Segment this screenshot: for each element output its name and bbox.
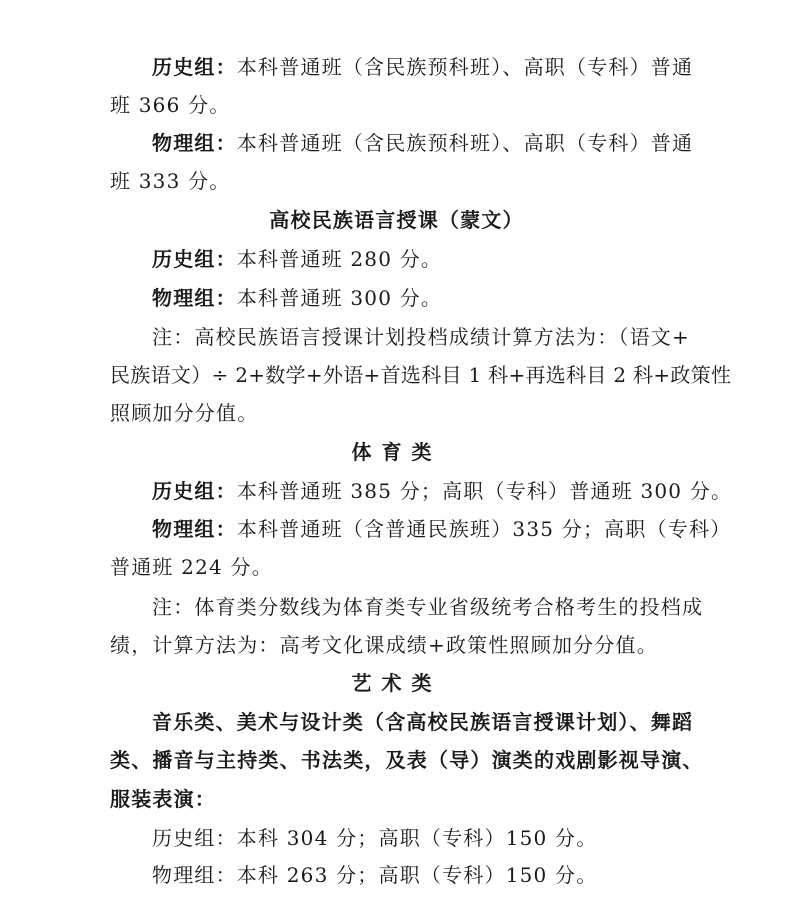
arts-categories-line-2: 类、播音与主持类、书法类，及表（导）演类的戏剧影视导演、 [110,748,704,772]
physics-group-label: 物理组： [152,131,237,155]
sports-history-line [152,478,733,504]
minority-physics-text: 本科普通班 300 分。 [236,286,443,310]
sports-history-text: 本科普通班 385 分；高职（专科）普通班 300 分。 [236,479,733,503]
sports-physics-text: 本科普通班（含普通民族班）335 分；高职（专科） [236,517,732,541]
sports-history-label: 历史组： [152,479,237,503]
minority-history-text: 本科普通班 280 分。 [236,247,443,271]
minority-history-line [152,246,712,272]
minority-note-line-3: 照顾加分分值。 [110,401,259,425]
sports-physics-label: 物理组： [152,517,237,541]
arts-categories-line-1: 音乐类、美术与设计类（含高校民族语言授课计划）、舞蹈 [152,710,694,734]
arts-history-line: 历史组：本科 304 分；高职（专科）150 分。 [152,826,598,850]
section-heading-arts: 艺术类 [351,671,442,695]
minority-physics-label: 物理组： [152,286,237,310]
physics-group-line [152,130,712,156]
history-group-label: 历史组： [152,55,237,79]
arts-physics-line: 物理组：本科 263 分；高职（专科）150 分。 [152,863,598,887]
minority-physics-line [152,285,712,311]
minority-note-line-1: 注：高校民族语言授课计划投档成绩计算方法为：（语文+ [152,325,690,349]
physics-group-line-cont: 班 333 分。 [110,169,231,193]
arts-categories-line-3: 服装表演： [110,787,216,811]
history-group-line [152,54,712,80]
physics-group-text: 本科普通班（含民族预科班）、高职（专科）普通 [236,131,694,155]
history-group-line-cont: 班 366 分。 [110,93,231,117]
section-heading-minority-language: 高校民族语言授课（蒙文） [269,208,524,232]
sports-physics-line-cont: 普通班 224 分。 [110,555,273,579]
minority-note-line-2: 民族语文）÷ 2+数学+外语+首选科目 1 科+再选科目 2 科+政策性 [110,363,732,387]
section-heading-sports: 体育类 [351,440,442,464]
sports-note-line-1: 注：体育类分数线为体育类专业省级统考合格考生的投档成 [152,595,704,619]
history-group-text: 本科普通班（含民族预科班）、高职（专科）普通 [236,55,694,79]
minority-history-label: 历史组： [152,247,237,271]
sports-note-line-2: 绩，计算方法为：高考文化课成绩+政策性照顾加分分值。 [110,633,658,657]
sports-physics-line [152,516,732,542]
